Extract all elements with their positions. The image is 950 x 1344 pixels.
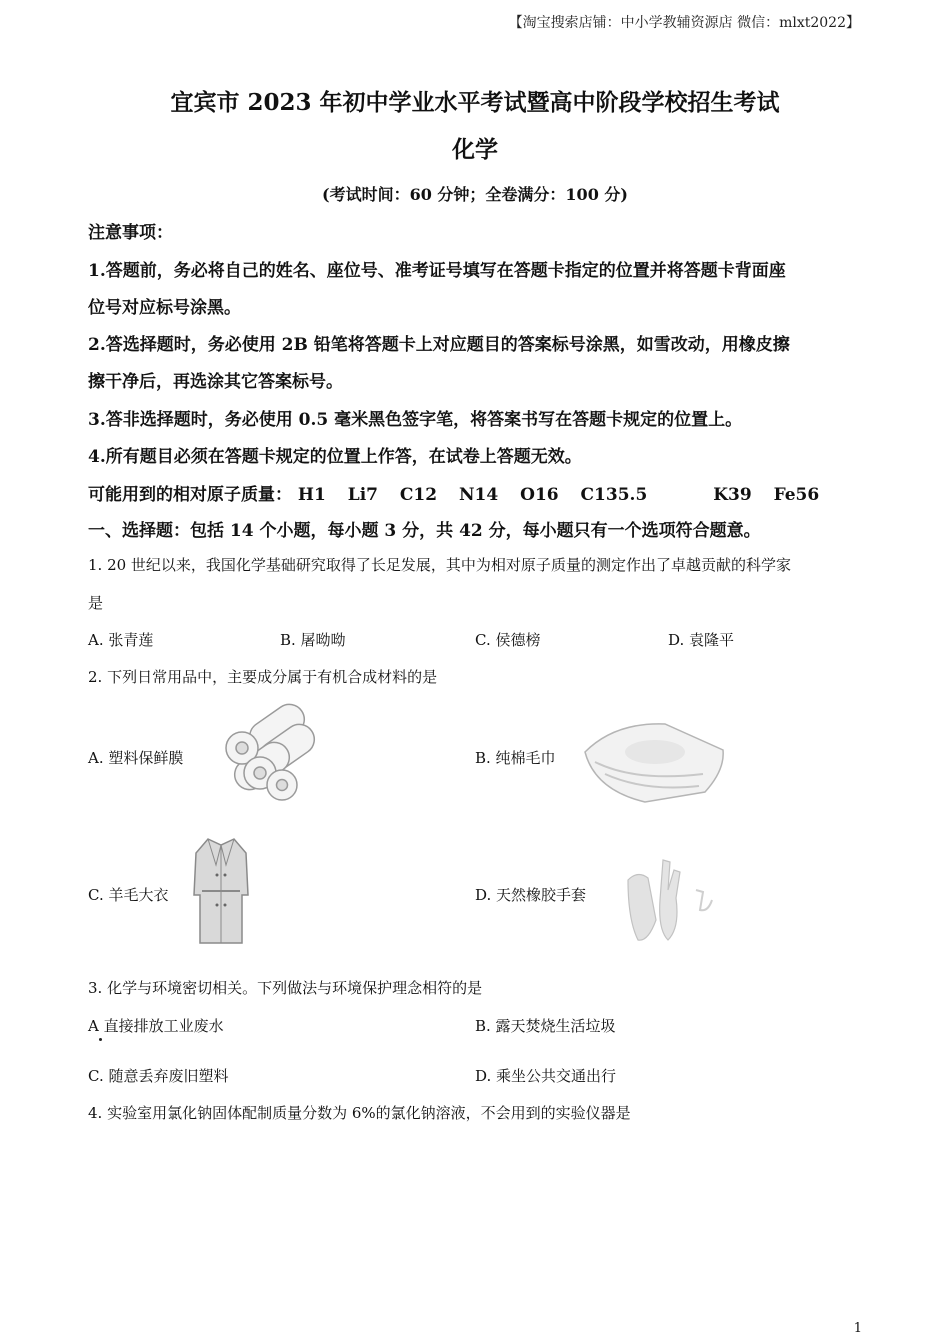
plastic-wrap-icon bbox=[212, 703, 322, 803]
q1-stem-cont: 是 bbox=[88, 594, 104, 612]
q1-option-a[interactable]: A. 张青莲 bbox=[88, 631, 154, 649]
atomic-mass: N14 bbox=[459, 485, 499, 505]
q3-option-c[interactable]: C. 随意丢弃废旧塑料 bbox=[88, 1067, 229, 1085]
coat-icon bbox=[186, 835, 256, 947]
exam-info: (考试时间：60 分钟；全卷满分：100 分) bbox=[322, 185, 628, 204]
page-number: 1 bbox=[853, 1321, 862, 1336]
note-line: 1.答题前，务必将自己的姓名、座位号、准考证号填写在答题卡指定的位置并将答题卡背面座 bbox=[88, 261, 786, 281]
section-heading: 一、选择题：包括 14 个小题，每小题 3 分，共 42 分，每小题只有一个选项符合题意。 bbox=[88, 521, 761, 541]
note-line: 4.所有题目必须在答题卡规定的位置上作答，在试卷上答题无效。 bbox=[88, 447, 582, 467]
note-line: 擦干净后，再选涂其它答案标号。 bbox=[88, 372, 343, 392]
q2-option-d[interactable]: D. 天然橡胶手套 bbox=[475, 886, 587, 904]
stray-dot bbox=[99, 1038, 102, 1041]
q2-option-b[interactable]: B. 纯棉毛巾 bbox=[475, 749, 556, 767]
atomic-mass: K39 bbox=[713, 485, 752, 505]
q3-option-d[interactable]: D. 乘坐公共交通出行 bbox=[475, 1067, 617, 1085]
q1-option-c[interactable]: C. 侯德榜 bbox=[475, 631, 541, 649]
exam-title: 宜宾市 2023 年初中学业水平考试暨高中阶段学校招生考试 bbox=[170, 89, 780, 116]
note-line: 位号对应标号涂黑。 bbox=[88, 298, 241, 318]
notes-heading: 注意事项： bbox=[88, 223, 173, 243]
q2-option-c[interactable]: C. 羊毛大衣 bbox=[88, 886, 169, 904]
atomic-mass-row bbox=[88, 480, 819, 505]
q1-option-d[interactable]: D. 袁隆平 bbox=[668, 631, 735, 649]
q4-stem: 4. 实验室用氯化钠固体配制质量分数为 6%的氯化钠溶液，不会用到的实验仪器是 bbox=[88, 1104, 631, 1122]
q3-option-a[interactable]: A 直接排放工业废水 bbox=[88, 1017, 224, 1035]
subject-title: 化学 bbox=[452, 136, 498, 163]
atomic-mass: O16 bbox=[520, 485, 559, 505]
q1-options bbox=[0, 629, 950, 651]
header-note: 【淘宝搜索店铺：中小学教辅资源店 微信：mlxt2022】 bbox=[508, 15, 860, 31]
atomic-mass: H1 bbox=[297, 485, 326, 505]
q2-option-a[interactable]: A. 塑料保鲜膜 bbox=[88, 749, 184, 767]
atomic-mass-label: 可能用到的相对原子质量： bbox=[88, 485, 292, 505]
note-line: 2.答选择题时，务必使用 2B 铅笔将答题卡上对应题目的答案标号涂黑，如雪改动，用橡皮擦 bbox=[88, 335, 790, 355]
atomic-mass: Li7 bbox=[347, 485, 378, 505]
note-line: 3.答非选择题时，务必使用 0.5 毫米黑色签字笔，将答案书写在答题卡规定的位置上。 bbox=[88, 410, 743, 430]
q2-stem: 2. 下列日常用品中，主要成分属于有机合成材料的是 bbox=[88, 668, 438, 686]
atomic-mass: C12 bbox=[399, 485, 438, 505]
q3-option-b[interactable]: B. 露天焚烧生活垃圾 bbox=[475, 1017, 616, 1035]
atomic-mass: C135.5 bbox=[580, 485, 648, 505]
towel-icon bbox=[575, 712, 730, 807]
q1-stem: 1. 20 世纪以来，我国化学基础研究取得了长足发展，其中为相对原子质量的测定作出了卓越贡献的科学家 bbox=[88, 556, 791, 574]
rubber-glove-icon bbox=[608, 850, 728, 950]
q1-option-b[interactable]: B. 屠呦呦 bbox=[280, 631, 346, 649]
atomic-mass: Fe56 bbox=[773, 485, 820, 505]
q3-stem: 3. 化学与环境密切相关。下列做法与环境保护理念相符的是 bbox=[88, 979, 483, 997]
